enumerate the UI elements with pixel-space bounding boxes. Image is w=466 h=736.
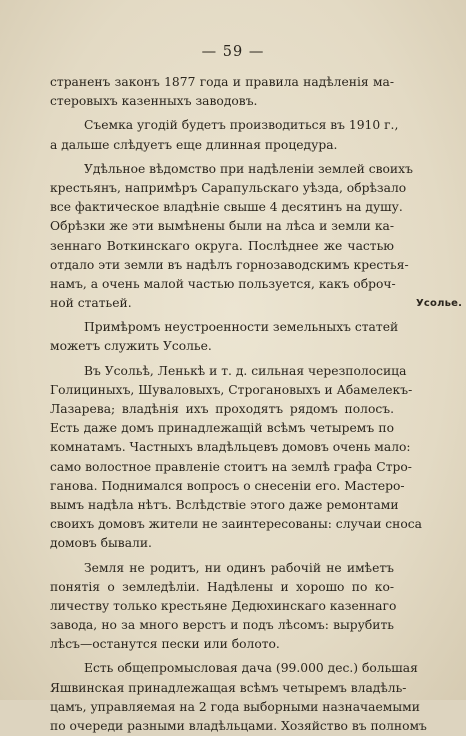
- text-line: само волостное правленіе стоитъ на землѣ графа Стро-: [50, 459, 412, 474]
- text-line: Яшвинская принадлежащая всѣмъ четыремъ владѣль-: [50, 680, 407, 695]
- text-line: зеннаго Воткинскаго округа. Послѣднее же частью: [50, 238, 394, 253]
- text-line: отдало эти земли въ надѣлъ горнозаводскимъ крестья-: [50, 257, 409, 272]
- page-number: — 59 —: [201, 44, 265, 60]
- text-line: лѣсъ—останутся пески или болото.: [50, 637, 280, 652]
- text-line: вымъ надѣла нѣтъ. Вслѣдствіе этого даже ремонтами: [50, 497, 399, 512]
- text-line: Обрѣзки же эти вымѣнены были на лѣса и земли ка-: [50, 219, 394, 234]
- text-line: цамъ, управляемая на 2 года выборными назначаемыми: [50, 699, 420, 714]
- text-line: Есть даже домъ принадлежащій всѣмъ четыремъ по: [50, 421, 394, 436]
- text-line: по очереди разными владѣльцами. Хозяйство въ полномъ: [50, 719, 427, 733]
- paragraph: [50, 160, 413, 314]
- text-line: ганова. Поднимался вопросъ о снесеніи его. Мастеро-: [50, 478, 405, 493]
- margin-note: Усолье.: [416, 298, 463, 309]
- paragraph: [50, 559, 397, 655]
- text-line: Въ Усольѣ, Ленькѣ и т. д. сильная черезполосица: [84, 363, 407, 378]
- paragraph: [50, 659, 427, 736]
- text-line: личеству только крестьяне Дедюхинскаго казеннаго: [50, 598, 397, 613]
- paragraph: [50, 362, 423, 554]
- text-line: комнатамъ. Частныхъ владѣльцевъ домовъ очень мало:: [50, 440, 411, 455]
- text-line: намъ, а очень малой частью пользуется, какъ оброч-: [50, 276, 396, 291]
- text-line: страненъ законъ 1877 года и правила надѣленія ма-: [50, 75, 394, 89]
- text-line: а дальше слѣдуетъ еще длинная процедура.: [50, 137, 338, 152]
- text-line: Примѣромъ неустроенности земельныхъ статей: [84, 320, 399, 335]
- text-line: своихъ домовъ жители не заинтересованы: случаи сноса: [50, 517, 423, 532]
- paragraph: [50, 318, 399, 356]
- text-line: Лазарева; владѣнія ихъ проходятъ рядомъ полосъ.: [50, 402, 394, 416]
- text-line: Есть общепромысловая дача (99.000 дес.) большая: [84, 661, 418, 676]
- paragraph: [50, 73, 394, 111]
- body-text: [50, 73, 427, 736]
- text-line: понятія о земледѣліи. Надѣлены и хорошо по ко-: [50, 579, 394, 594]
- text-line: завода, но за много верстъ и подъ лѣсомъ: вырубить: [50, 618, 394, 633]
- text-line: можетъ служить Усолье.: [50, 339, 212, 354]
- text-line: Голициныхъ, Шуваловыхъ, Строгановыхъ и Абамелекъ-: [50, 382, 413, 397]
- paragraph: [50, 116, 399, 154]
- text-line: крестьянъ, напримѣръ Сарапульскаго уѣзда, обрѣзало: [50, 180, 407, 195]
- text-line: Земля не родитъ, ни одинъ рабочій не имѣетъ: [84, 560, 394, 575]
- text-line: ной статьей.: [50, 296, 132, 311]
- text-line: Съемка угодій будетъ производиться въ 1910 г.,: [84, 118, 399, 133]
- text-line: Удѣльное вѣдомство при надѣленіи землей своихъ: [84, 161, 413, 176]
- text-line: стеровыхъ казенныхъ заводовъ.: [50, 94, 258, 109]
- text-line: домовъ бывали.: [50, 536, 152, 551]
- text-line: все фактическое владѣніе свыше 4 десятинъ на душу.: [50, 200, 403, 215]
